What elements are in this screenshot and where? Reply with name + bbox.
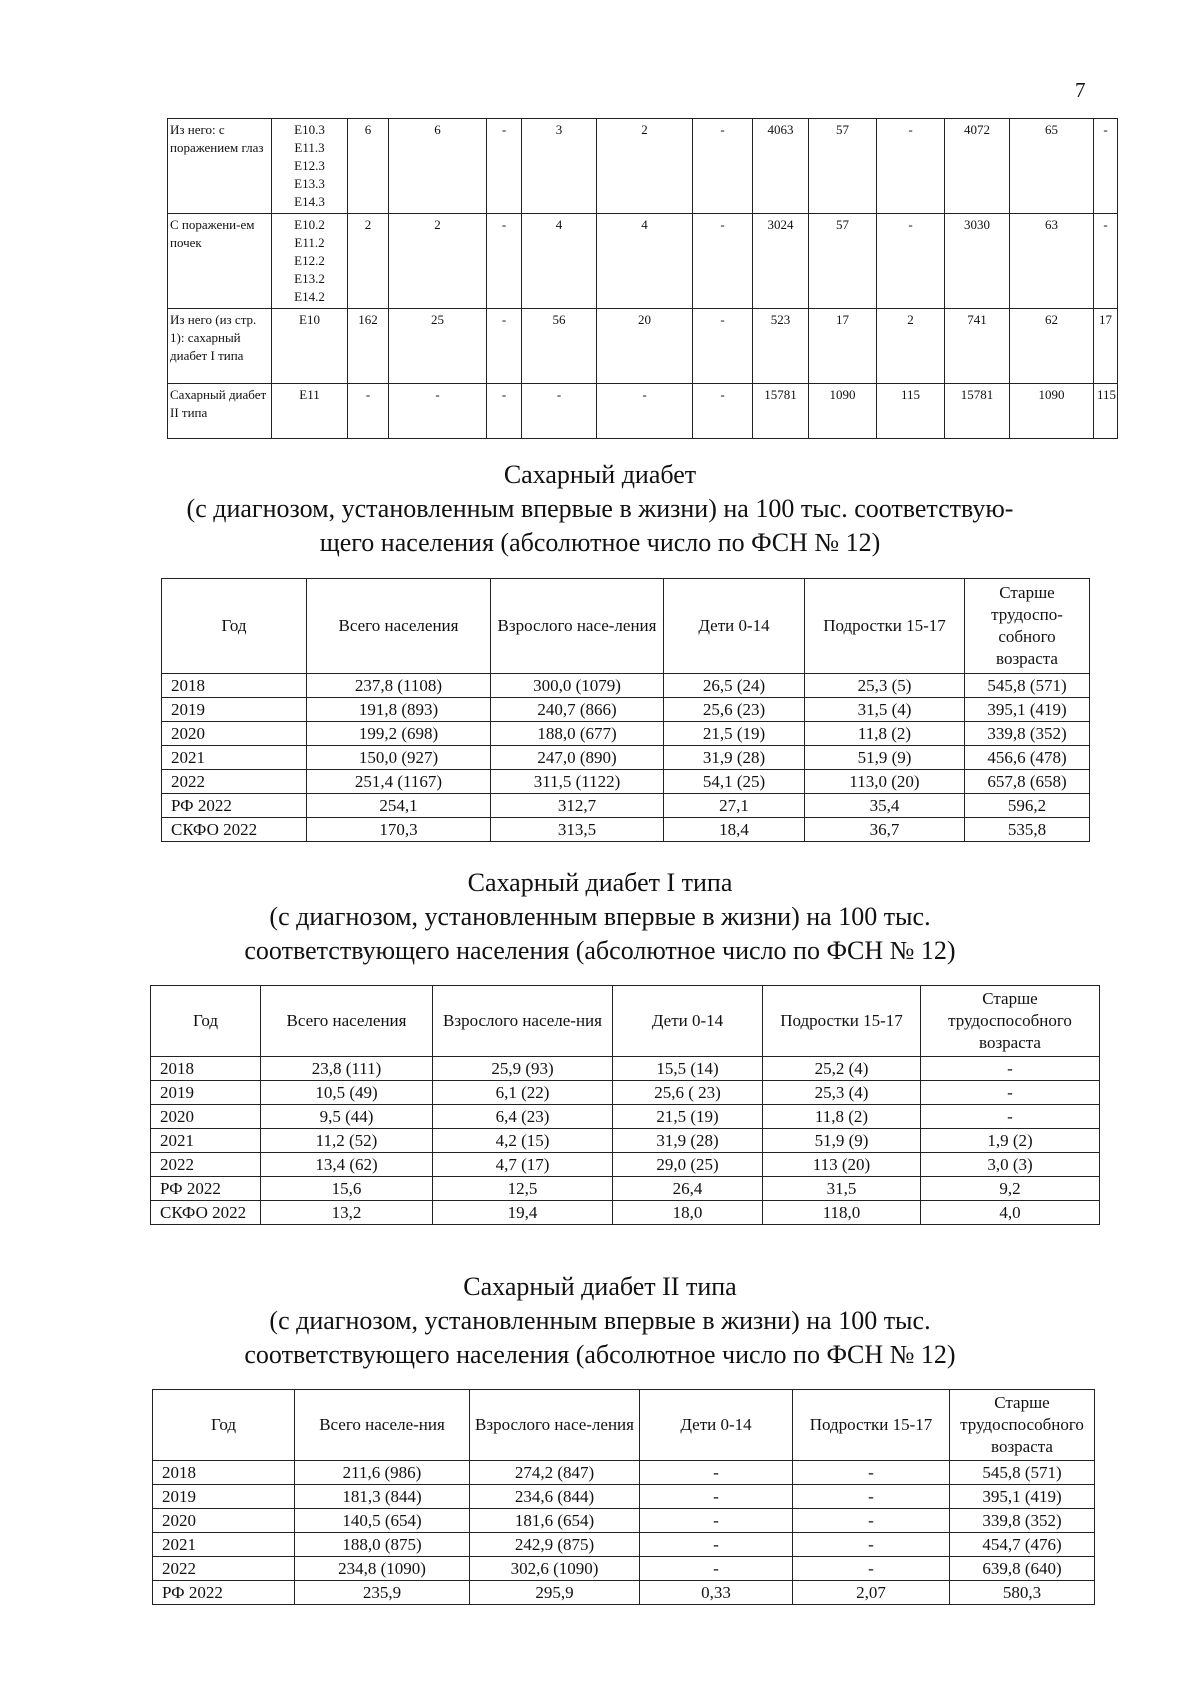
table-cell: 15,5 (14) — [613, 1057, 763, 1081]
column-header: Всего населения — [307, 579, 491, 674]
table-cell: - — [487, 214, 522, 309]
table-cell: 115 — [1094, 384, 1118, 439]
table-cell: 2 — [348, 214, 389, 309]
icd-codes — [272, 384, 348, 439]
table-cell: 20 — [597, 309, 693, 384]
table-cell: 25 — [389, 309, 487, 384]
row-label: Сахарный диабет II типа — [168, 384, 272, 439]
table-cell: - — [921, 1105, 1100, 1129]
table-cell: 25,6 (23) — [664, 698, 805, 722]
table-cell: - — [693, 214, 753, 309]
heading-line: (с диагнозом, установленным впервые в жизни) на 100 тыс. соответствую- — [186, 494, 1014, 523]
table-row — [151, 1081, 1100, 1105]
table-cell: 657,8 (658) — [965, 770, 1090, 794]
table-cell: 15781 — [945, 384, 1010, 439]
table-cell: 18,0 — [613, 1201, 763, 1225]
table-cell: 1090 — [809, 384, 877, 439]
table-cell: 6,4 (23) — [433, 1105, 613, 1129]
table-cell: - — [921, 1057, 1100, 1081]
icd-code: E14.2 — [294, 289, 325, 304]
year-cell: 2022 — [151, 1153, 261, 1177]
year-cell: 2019 — [151, 1081, 261, 1105]
column-header: Всего населения — [261, 986, 433, 1057]
table-cell: - — [640, 1509, 793, 1533]
table-cell: 54,1 (25) — [664, 770, 805, 794]
icd-code: E11 — [299, 387, 320, 402]
table-cell: 302,6 (1090) — [470, 1557, 640, 1581]
table-cell: - — [389, 384, 487, 439]
table-cell: 115 — [877, 384, 945, 439]
table-cell: 295,9 — [470, 1581, 640, 1605]
table-cell: 2 — [597, 119, 693, 214]
heading-line: (с диагнозом, установленным впервые в жизни) на 100 тыс. — [269, 902, 931, 931]
year-cell: 2019 — [162, 698, 307, 722]
heading-line: щего населения (абсолютное число по ФСН № 12) — [319, 528, 881, 557]
table-row — [162, 674, 1090, 698]
table-cell: 10,5 (49) — [261, 1081, 433, 1105]
table-cell: 251,4 (1167) — [307, 770, 491, 794]
table-cell: - — [640, 1533, 793, 1557]
heading-line: (с диагнозом, установленным впервые в жизни) на 100 тыс. — [269, 1306, 931, 1335]
table-cell: 300,0 (1079) — [491, 674, 664, 698]
icd-code: E10 — [299, 312, 320, 327]
table-cell: 11,2 (52) — [261, 1129, 433, 1153]
table-cell: 162 — [348, 309, 389, 384]
table-cell: - — [793, 1485, 950, 1509]
table-cell: - — [793, 1533, 950, 1557]
year-cell: РФ 2022 — [151, 1177, 261, 1201]
year-cell: 2022 — [153, 1557, 295, 1581]
column-header: Год — [153, 1390, 295, 1461]
table-cell: 31,9 (28) — [664, 746, 805, 770]
table-cell: - — [877, 214, 945, 309]
table-cell: - — [348, 384, 389, 439]
table-cell: - — [877, 119, 945, 214]
icd-code: E12.3 — [294, 158, 325, 173]
table-cell: - — [487, 384, 522, 439]
icd-code: E10.2 — [294, 217, 325, 232]
table-cell: 63 — [1010, 214, 1094, 309]
table-cell: 2 — [877, 309, 945, 384]
row-label: Из него: с поражением глаз — [168, 119, 272, 214]
table-cell: 454,7 (476) — [950, 1533, 1095, 1557]
table-cell: 21,5 (19) — [613, 1105, 763, 1129]
table-cell: 31,9 (28) — [613, 1129, 763, 1153]
column-header: Подростки 15-17 — [763, 986, 921, 1057]
year-cell: 2020 — [162, 722, 307, 746]
column-header: Старше трудоспособного возраста — [921, 986, 1100, 1057]
page-number: 7 — [1075, 78, 1086, 102]
table-cell: 339,8 (352) — [965, 722, 1090, 746]
table-cell: 113,0 (20) — [805, 770, 965, 794]
table-row — [162, 818, 1090, 842]
table-row — [162, 794, 1090, 818]
year-cell: 2021 — [153, 1533, 295, 1557]
section2-heading — [0, 866, 1200, 968]
table-cell: 9,5 (44) — [261, 1105, 433, 1129]
table-cell: 535,8 — [965, 818, 1090, 842]
table-cell: 3024 — [753, 214, 809, 309]
column-header: Дети 0-14 — [664, 579, 805, 674]
table-cell: 1,9 (2) — [921, 1129, 1100, 1153]
table-row — [151, 1153, 1100, 1177]
table-cell: - — [487, 309, 522, 384]
table-cell: 31,5 (4) — [805, 698, 965, 722]
year-cell: 2019 — [153, 1485, 295, 1509]
table-cell: 235,9 — [295, 1581, 470, 1605]
table-cell: 51,9 (9) — [805, 746, 965, 770]
table-cell: 596,2 — [965, 794, 1090, 818]
table-row — [153, 1533, 1095, 1557]
table-cell: 545,8 (571) — [965, 674, 1090, 698]
table-cell: 188,0 (677) — [491, 722, 664, 746]
year-cell: РФ 2022 — [162, 794, 307, 818]
table-cell: 242,9 (875) — [470, 1533, 640, 1557]
table-cell: 3 — [522, 119, 597, 214]
table-cell: 240,7 (866) — [491, 698, 664, 722]
table-cell: 6 — [389, 119, 487, 214]
heading-line: соответствующего населения (абсолютное число по ФСН № 12) — [244, 1340, 956, 1369]
table-cell: 181,6 (654) — [470, 1509, 640, 1533]
column-header: Подростки 15-17 — [805, 579, 965, 674]
table-cell: 31,5 — [763, 1177, 921, 1201]
table-cell: - — [640, 1557, 793, 1581]
table-cell: - — [1094, 214, 1118, 309]
icd-code: E13.2 — [294, 271, 325, 286]
table-cell: 395,1 (419) — [950, 1485, 1095, 1509]
table-cell: 199,2 (698) — [307, 722, 491, 746]
table-row — [162, 746, 1090, 770]
table-cell: 456,6 (478) — [965, 746, 1090, 770]
table-cell: 395,1 (419) — [965, 698, 1090, 722]
column-header: Подростки 15-17 — [793, 1390, 950, 1461]
table-cell: 150,0 (927) — [307, 746, 491, 770]
complications-table — [167, 118, 1118, 439]
table-row — [153, 1581, 1095, 1605]
table-cell: 191,8 (893) — [307, 698, 491, 722]
table-cell: 580,3 — [950, 1581, 1095, 1605]
table-row — [151, 1129, 1100, 1153]
table-cell: 51,9 (9) — [763, 1129, 921, 1153]
table-cell: 312,7 — [491, 794, 664, 818]
table-cell: 2 — [389, 214, 487, 309]
table-row — [162, 770, 1090, 794]
table-cell: 35,4 — [805, 794, 965, 818]
table-cell: 57 — [809, 119, 877, 214]
row-label: С поражени-ем почек — [168, 214, 272, 309]
column-header: Старше трудоспособного возраста — [950, 1390, 1095, 1461]
icd-codes — [272, 119, 348, 214]
table-cell: 118,0 — [763, 1201, 921, 1225]
table-cell: 234,6 (844) — [470, 1485, 640, 1509]
table-row — [168, 309, 1118, 384]
table-row — [151, 1201, 1100, 1225]
table-cell: 4063 — [753, 119, 809, 214]
table-cell: 27,1 — [664, 794, 805, 818]
table-cell: 274,2 (847) — [470, 1461, 640, 1485]
table-cell: - — [921, 1081, 1100, 1105]
table-cell: 6 — [348, 119, 389, 214]
section1-heading — [0, 458, 1200, 560]
heading-line: Сахарный диабет — [503, 460, 697, 489]
column-header: Год — [162, 579, 307, 674]
table-cell: 29,0 (25) — [613, 1153, 763, 1177]
table-cell: 26,4 — [613, 1177, 763, 1201]
table-cell: 26,5 (24) — [664, 674, 805, 698]
table-cell: 21,5 (19) — [664, 722, 805, 746]
column-header: Дети 0-14 — [640, 1390, 793, 1461]
table-cell: 234,8 (1090) — [295, 1557, 470, 1581]
table-cell: 62 — [1010, 309, 1094, 384]
year-cell: 2018 — [162, 674, 307, 698]
table-cell: 15,6 — [261, 1177, 433, 1201]
table-cell: 639,8 (640) — [950, 1557, 1095, 1581]
table-cell: 18,4 — [664, 818, 805, 842]
table-cell: 188,0 (875) — [295, 1533, 470, 1557]
table-row — [168, 384, 1118, 439]
table-cell: 9,2 — [921, 1177, 1100, 1201]
icd-code: E11.3 — [294, 140, 325, 155]
heading-line: Сахарный диабет I типа — [467, 868, 733, 897]
table-row — [153, 1461, 1095, 1485]
table-cell: 23,8 (111) — [261, 1057, 433, 1081]
table-row — [153, 1509, 1095, 1533]
table-cell: - — [793, 1461, 950, 1485]
table-cell: 25,2 (4) — [763, 1057, 921, 1081]
year-cell: 2018 — [151, 1057, 261, 1081]
diabetes-total-table — [161, 578, 1090, 842]
table-cell: 12,5 — [433, 1177, 613, 1201]
table-cell: 25,9 (93) — [433, 1057, 613, 1081]
table-row — [162, 698, 1090, 722]
table-cell: 254,1 — [307, 794, 491, 818]
table-cell: 523 — [753, 309, 809, 384]
table-cell: 6,1 (22) — [433, 1081, 613, 1105]
table-row — [151, 1177, 1100, 1201]
table-cell: 339,8 (352) — [950, 1509, 1095, 1533]
table-cell: 56 — [522, 309, 597, 384]
table-cell: 311,5 (1122) — [491, 770, 664, 794]
table-cell: 4 — [597, 214, 693, 309]
table-cell: 4072 — [945, 119, 1010, 214]
table-row — [168, 214, 1118, 309]
year-cell: СКФО 2022 — [162, 818, 307, 842]
year-cell: 2021 — [151, 1129, 261, 1153]
section3-heading — [0, 1270, 1200, 1372]
table-cell: - — [597, 384, 693, 439]
table-cell: 4,0 — [921, 1201, 1100, 1225]
table-cell: 13,2 — [261, 1201, 433, 1225]
table-cell: 4,7 (17) — [433, 1153, 613, 1177]
table-cell: 140,5 (654) — [295, 1509, 470, 1533]
table-cell: 1090 — [1010, 384, 1094, 439]
column-header: Взрослого насе-ления — [491, 579, 664, 674]
table-cell: 313,5 — [491, 818, 664, 842]
table-cell: 2,07 — [793, 1581, 950, 1605]
table-cell: 4,2 (15) — [433, 1129, 613, 1153]
table-cell: 36,7 — [805, 818, 965, 842]
column-header: Старше трудоспо-собного возраста — [965, 579, 1090, 674]
column-header: Всего населе-ния — [295, 1390, 470, 1461]
table-cell: 247,0 (890) — [491, 746, 664, 770]
table-cell: - — [487, 119, 522, 214]
table-cell: 170,3 — [307, 818, 491, 842]
table-cell: 211,6 (986) — [295, 1461, 470, 1485]
table-row — [153, 1557, 1095, 1581]
icd-code: E11.2 — [294, 235, 325, 250]
icd-codes — [272, 214, 348, 309]
year-cell: 2022 — [162, 770, 307, 794]
table-cell: 3030 — [945, 214, 1010, 309]
table-row — [162, 722, 1090, 746]
heading-line: соответствующего населения (абсолютное число по ФСН № 12) — [244, 936, 956, 965]
year-cell: СКФО 2022 — [151, 1201, 261, 1225]
table-row — [153, 1485, 1095, 1509]
table-row — [151, 1057, 1100, 1081]
icd-code: E10.3 — [294, 122, 325, 137]
table-cell: 11,8 (2) — [805, 722, 965, 746]
table-cell: - — [793, 1557, 950, 1581]
table-cell: - — [693, 309, 753, 384]
table-cell: 181,3 (844) — [295, 1485, 470, 1509]
year-cell: 2021 — [162, 746, 307, 770]
table-cell: 113 (20) — [763, 1153, 921, 1177]
icd-code: E13.3 — [294, 176, 325, 191]
table-cell: 3,0 (3) — [921, 1153, 1100, 1177]
table-cell: 25,3 (4) — [763, 1081, 921, 1105]
column-header: Взрослого населе-ния — [433, 986, 613, 1057]
table-cell: 545,8 (571) — [950, 1461, 1095, 1485]
table-cell: - — [693, 119, 753, 214]
year-cell: 2020 — [151, 1105, 261, 1129]
row-label: Из него (из стр. 1): сахарный диабет I типа — [168, 309, 272, 384]
table-cell: - — [640, 1461, 793, 1485]
table-cell: 17 — [1094, 309, 1118, 384]
table-cell: - — [1094, 119, 1118, 214]
table-cell: 237,8 (1108) — [307, 674, 491, 698]
table-cell: - — [522, 384, 597, 439]
icd-codes — [272, 309, 348, 384]
table-cell: 65 — [1010, 119, 1094, 214]
diabetes-type2-table — [152, 1389, 1095, 1605]
year-cell: 2020 — [153, 1509, 295, 1533]
icd-code: E14.3 — [294, 194, 325, 209]
heading-line: Сахарный диабет II типа — [463, 1272, 737, 1301]
table-row — [151, 1105, 1100, 1129]
table-cell: - — [793, 1509, 950, 1533]
year-cell: 2018 — [153, 1461, 295, 1485]
table-cell: - — [640, 1485, 793, 1509]
table-cell: - — [693, 384, 753, 439]
column-header: Взрослого насе-ления — [470, 1390, 640, 1461]
table-row — [168, 119, 1118, 214]
table-cell: 11,8 (2) — [763, 1105, 921, 1129]
table-cell: 4 — [522, 214, 597, 309]
table-cell: 741 — [945, 309, 1010, 384]
column-header: Дети 0-14 — [613, 986, 763, 1057]
table-cell: 17 — [809, 309, 877, 384]
diabetes-type1-table — [150, 985, 1100, 1225]
table-cell: 57 — [809, 214, 877, 309]
year-cell: РФ 2022 — [153, 1581, 295, 1605]
icd-code: E12.2 — [294, 253, 325, 268]
column-header: Год — [151, 986, 261, 1057]
table-cell: 15781 — [753, 384, 809, 439]
table-cell: 0,33 — [640, 1581, 793, 1605]
table-cell: 19,4 — [433, 1201, 613, 1225]
table-cell: 25,3 (5) — [805, 674, 965, 698]
table-cell: 25,6 ( 23) — [613, 1081, 763, 1105]
table-cell: 13,4 (62) — [261, 1153, 433, 1177]
